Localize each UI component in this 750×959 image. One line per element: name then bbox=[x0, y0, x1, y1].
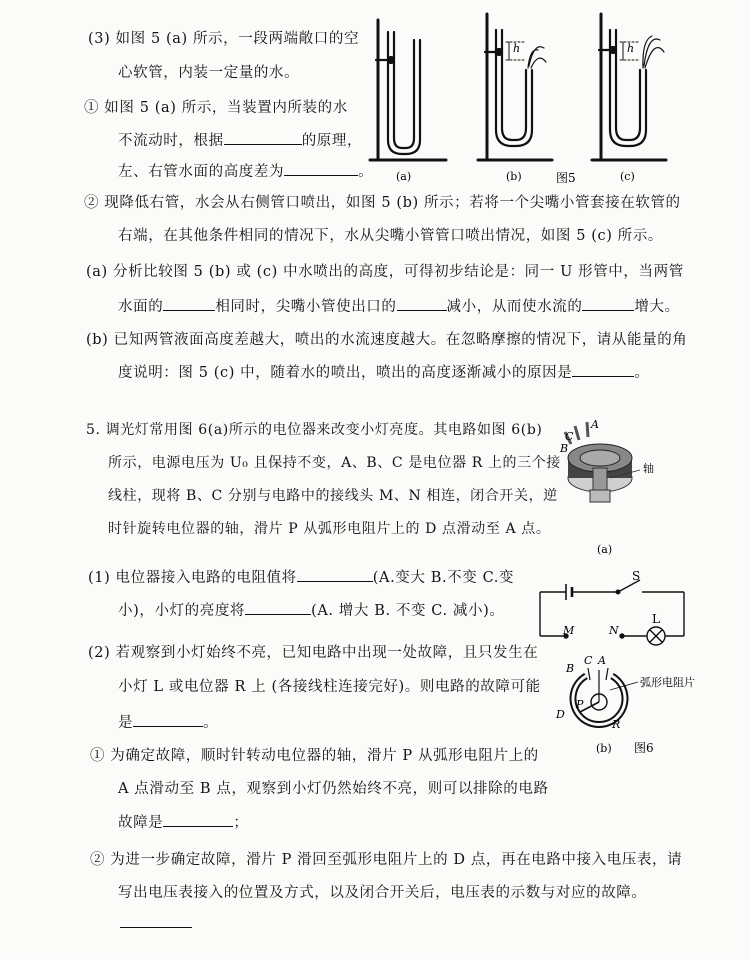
qa-line2b: 相同时，尖嘴小管使出口的 bbox=[215, 299, 397, 315]
s1-line3a: 故障是 bbox=[118, 815, 164, 831]
fig5-label-c: (c) bbox=[620, 170, 635, 183]
potentiometer-image bbox=[565, 422, 640, 502]
fig6-label-b: (b) bbox=[596, 742, 612, 755]
arc-label-p: P bbox=[576, 698, 584, 711]
fig5-label-a: (a) bbox=[396, 170, 412, 183]
pot-label-axis: 轴 bbox=[643, 462, 654, 475]
s2-line2: 写出电压表接入的位置及方式，以及闭合开关后，电压表的示数与对应的故障。 bbox=[118, 885, 647, 901]
p2-line3a: 是 bbox=[118, 715, 134, 731]
arc-label-a: A bbox=[598, 654, 606, 667]
p1-line1b: (A.变大 B.不变 C.变 bbox=[372, 570, 515, 586]
q1-line3a: 左、右管水面的高度差为 bbox=[118, 164, 285, 180]
qa-line1: (a) 分析比较图 5 (b) 或 (c) 中水喷出的高度，可得初步结论是：同一 U 形管中，当两管 bbox=[86, 264, 684, 280]
qb-line2b: 。 bbox=[634, 365, 650, 381]
p3-line2: 心软管，内装一定量的水。 bbox=[118, 65, 300, 81]
fig5-label-b: (b) bbox=[506, 170, 522, 183]
p2-line1: (2) 若观察到小灯始终不亮，已知电路中出现一处故障，且只发生在 bbox=[88, 645, 539, 661]
circuit-label-l: L bbox=[652, 612, 660, 626]
p1-line1a: (1) 电位器接入电路的电阻值将 bbox=[88, 570, 297, 586]
p2-line3b: 。 bbox=[203, 715, 219, 731]
h-label-c: h bbox=[627, 42, 635, 55]
q5-line3: 线柱，现将 B、C 分别与电路中的接线头 M、N 相连，闭合开关，逆 bbox=[108, 488, 558, 504]
qb-line1: (b) 已知两管液面高度差越大，喷出的水流速度越大。在忽略摩擦的情况下，请从能量的角 bbox=[86, 332, 688, 348]
q1-line2a: 不流动时，根据 bbox=[118, 133, 224, 149]
p3-line1: (3) 如图 5 (a) 所示，一段两端敞口的空 bbox=[88, 31, 360, 47]
circuit-label-m: M bbox=[563, 624, 575, 637]
q1-line3b: 。 bbox=[358, 164, 374, 180]
h-label-b: h bbox=[513, 42, 521, 55]
q2-line1: ② 现降低右管，水会从右侧管口喷出，如图 5 (b) 所示；若将一个尖嘴小管套接在软管的 bbox=[84, 195, 681, 211]
circuit-label-n: N bbox=[609, 624, 619, 637]
arc-label-r: R bbox=[612, 718, 621, 731]
arc-label-d: D bbox=[556, 708, 565, 721]
s1-line2: A 点滑动至 B 点，观察到小灯仍然始终不亮，则可以排除的电路 bbox=[118, 781, 549, 797]
q2-line2: 右端，在其他条件相同的情况下，水从尖嘴小管管口喷出情况，如图 5 (c) 所示。 bbox=[118, 228, 663, 244]
fig6-title: 图6 bbox=[634, 741, 654, 755]
fig6-label-a: (a) bbox=[597, 543, 613, 556]
qa-line2a: 水面的 bbox=[118, 299, 164, 315]
pot-label-c: C bbox=[565, 430, 574, 443]
p1-line2a: 小)，小灯的亮度将 bbox=[118, 603, 246, 619]
q5-line1: 5. 调光灯常用图 6(a)所示的电位器来改变小灯亮度。其电路如图 6(b) bbox=[86, 422, 543, 438]
arc-label-c: C bbox=[584, 654, 593, 667]
qa-line2d: 增大。 bbox=[634, 299, 680, 315]
s1-line1: ① 为确定故障，顺时针转动电位器的轴，滑片 P 从弧形电阻片上的 bbox=[90, 748, 539, 764]
arc-resistor-diagram bbox=[573, 668, 638, 725]
qb-line2a: 度说明：图 5 (c) 中，随着水的喷出，喷出的高度逐渐减小的原因是 bbox=[118, 365, 573, 381]
arc-label-b: B bbox=[566, 662, 575, 675]
pot-label-a: A bbox=[591, 418, 599, 431]
p2-line2: 小灯 L 或电位器 R 上 (各接线柱连接完好)。则电路的故障可能 bbox=[118, 679, 541, 695]
circuit-label-s: S bbox=[632, 569, 641, 583]
pot-label-b: B bbox=[560, 442, 569, 455]
arc-label-arc: 弧形电阻片 bbox=[640, 676, 695, 689]
s1-line3b: ； bbox=[233, 815, 249, 831]
q1-line1: ① 如图 5 (a) 所示，当装置内所装的水 bbox=[84, 100, 348, 116]
fig5-title: 图5 bbox=[556, 171, 576, 185]
s2-line1: ② 为进一步确定故障，滑片 P 滑回至弧形电阻片上的 D 点，再在电路中接入电压表，请 bbox=[90, 852, 683, 868]
q5-line4: 时针旋转电位器的轴，滑片 P 从弧形电阻片上的 D 点滑动至 A 点。 bbox=[108, 521, 551, 537]
q1-line2b: 的原理， bbox=[301, 133, 363, 149]
p1-line2b: (A. 增大 B. 不变 C. 减小)。 bbox=[311, 603, 505, 619]
qa-line2c: 减小，从而使水流的 bbox=[446, 299, 583, 315]
q5-line2: 所示，电源电压为 U₀ 且保持不变，A、B、C 是电位器 R 上的三个接 bbox=[108, 455, 561, 471]
